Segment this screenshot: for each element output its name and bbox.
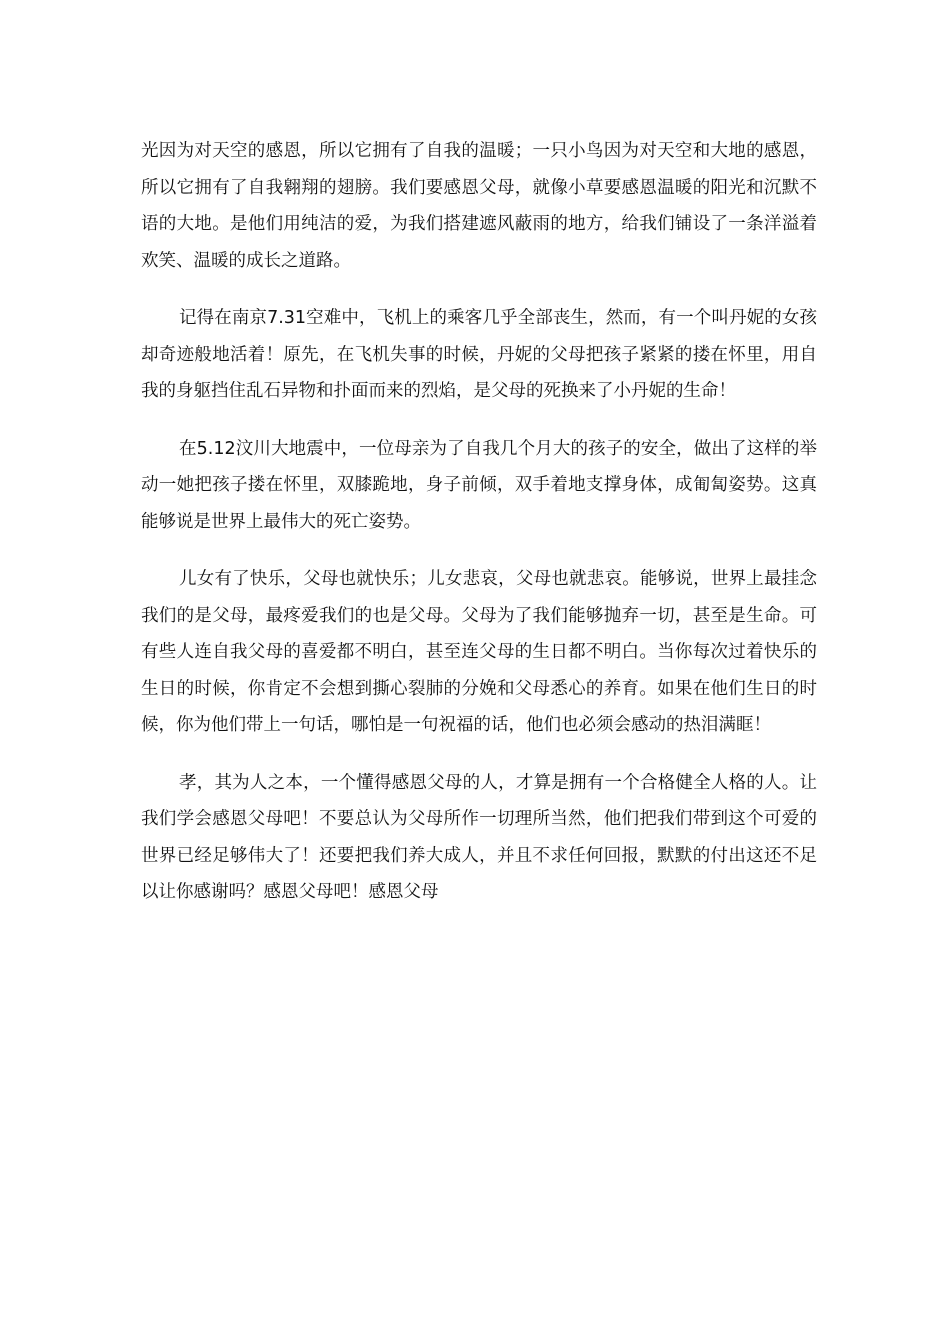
paragraph-4: 儿女有了快乐，父母也就快乐；儿女悲哀，父母也就悲哀。能够说，世界上最挂念我们的是父母，最疼爱我们的也是父母。父母为了我们能够抛弃一切，甚至是生命。可有些人连自我父母的喜爱都不明白，甚至连父母的生日都不明白。当你每次过着快乐的生日的时候，你肯定不会想到撕心裂肺的分娩和父母悉心的养育。如果在他们生日的时候，你为他们带上一句话，哪怕是一句祝福的话，他们也必须会感动的热泪满眶！	[141, 569, 817, 735]
paragraph-5: 孝，其为人之本，一个懂得感恩父母的人，才算是拥有一个合格健全人格的人。让我们学会感恩父母吧！不要总认为父母所作一切理所当然，他们把我们带到这个可爱的世界已经足够伟大了！还要把我们养大成人，并且不求任何回报，默默的付出这还不足以让你感谢吗？感恩父母吧！感恩父母	[141, 772, 817, 902]
paragraph-2: 记得在南京7.31空难中，飞机上的乘客几乎全部丧生，然而，有一个叫丹妮的女孩却奇迹般地活着！原先，在飞机失事的时候，丹妮的父母把孩子紧紧的搂在怀里，用自我的身躯挡住乱石异物和扑面而来的烈焰，是父母的死换来了小丹妮的生命！	[141, 308, 817, 401]
document-body	[141, 133, 817, 932]
paragraph-3: 在5.12汶川大地震中，一位母亲为了自我几个月大的孩子的安全，做出了这样的举动一她把孩子搂在怀里，双膝跪地，身子前倾，双手着地支撑身体，成匍匐姿势。这真能够说是世界上最伟大的死亡姿势。	[141, 438, 817, 532]
paragraph-1: 光因为对天空的感恩，所以它拥有了自我的温暖；一只小鸟因为对天空和大地的感恩，所以它拥有了自我翱翔的翅膀。我们要感恩父母，就像小草要感恩温暖的阳光和沉默不语的大地。是他们用纯洁的爱，为我们搭建遮风蔽雨的地方，给我们铺设了一条洋溢着欢笑、温暖的成长之道路。	[141, 141, 817, 271]
